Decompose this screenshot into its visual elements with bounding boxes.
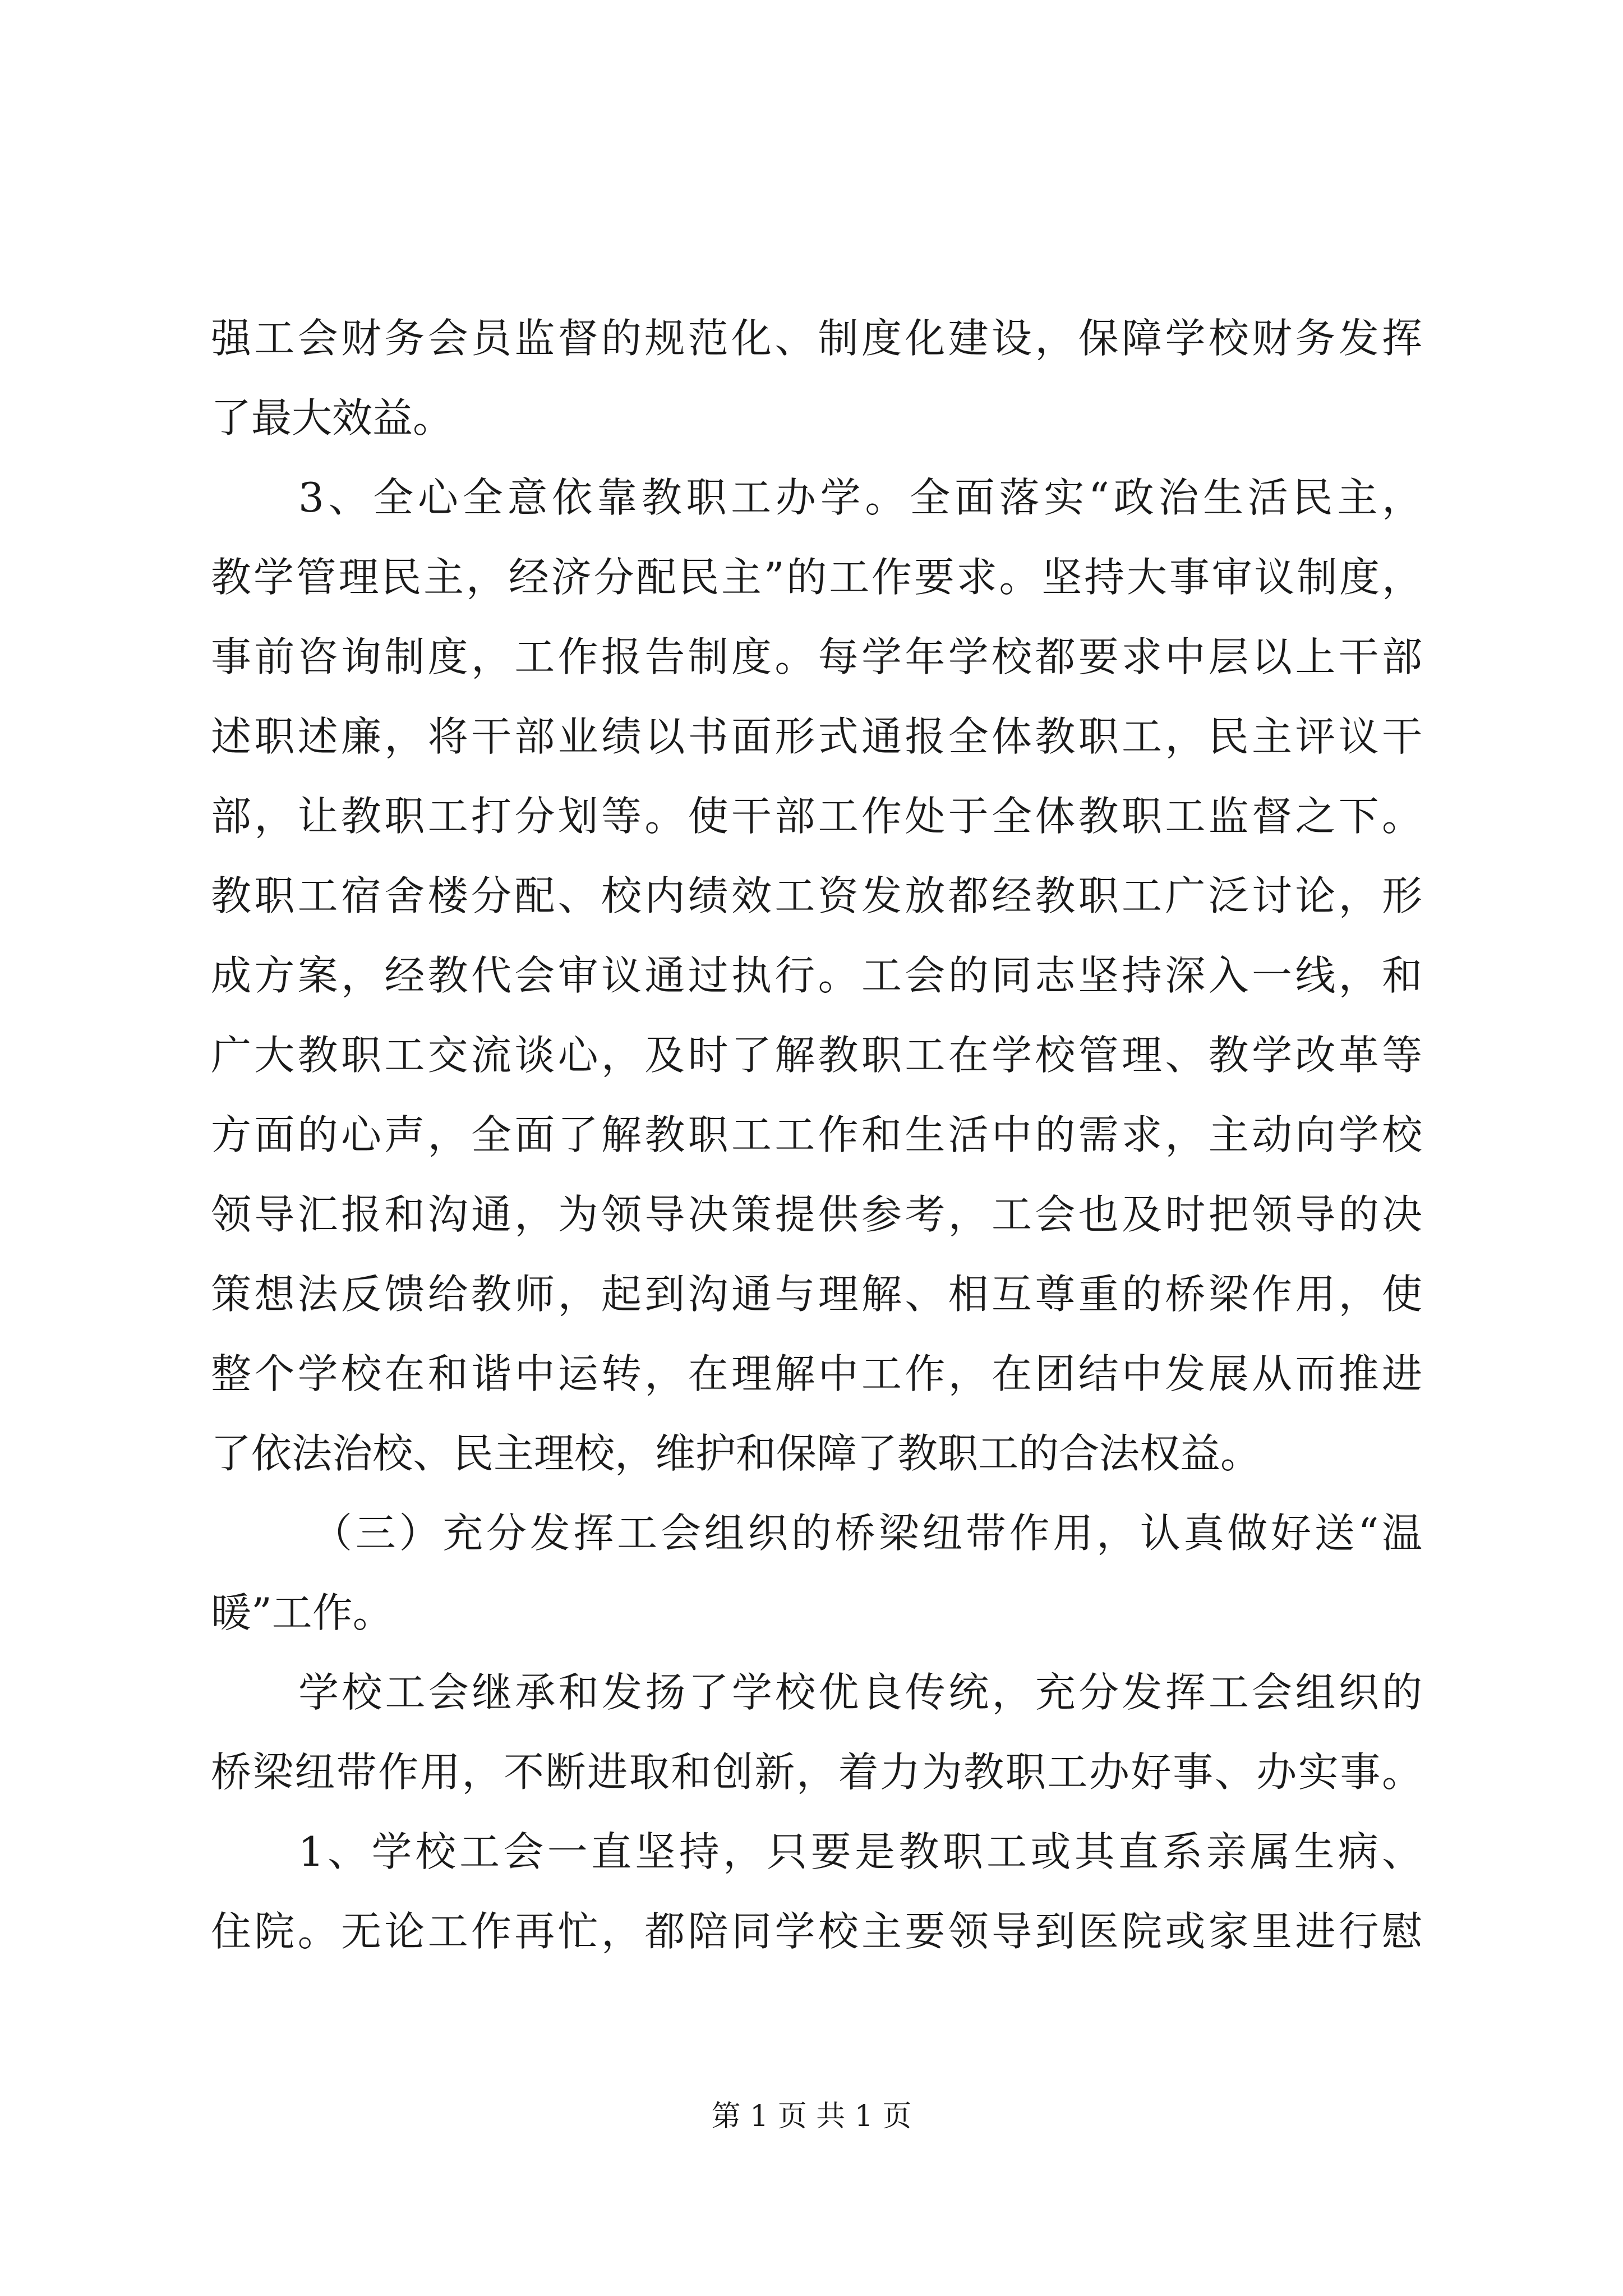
paragraph-line: 领导汇报和沟通，为领导决策提供参考，工会也及时把领导的决: [211, 1191, 1422, 1238]
paragraph-line: 广大教职工交流谈心，及时了解教职工在学校管理、教学改革等: [211, 1032, 1422, 1079]
section-heading-line: 暖”工作。: [211, 1589, 393, 1636]
section-heading-line: （三）充分发挥工会组织的桥梁纽带作用，认真做好送“温: [312, 1510, 1422, 1557]
paragraph-line: 了最大效益。: [211, 394, 454, 441]
page-number-footer: 第 1 页 共 1 页: [711, 2100, 912, 2133]
paragraph-line: 方面的心声，全面了解教职工工作和生活中的需求，主动向学校: [211, 1111, 1422, 1158]
paragraph-line: 策想法反馈给教师，起到沟通与理解、相互尊重的桥梁作用，使: [211, 1271, 1422, 1318]
paragraph-line: 事前咨询制度，工作报告制度。每学年学校都要求中层以上干部: [211, 633, 1422, 680]
paragraph-line: 教职工宿舍楼分配、校内绩效工资发放都经教职工广泛讨论，形: [211, 872, 1422, 919]
paragraph-line: 部，让教职工打分划等。使干部工作处于全体教职工监督之下。: [211, 793, 1422, 840]
paragraph-line: 教学管理民主，经济分配民主”的工作要求。坚持大事审议制度，: [211, 554, 1422, 601]
paragraph-line: 桥梁纽带作用，不断进取和创新，着力为教职工办好事、办实事。: [211, 1749, 1422, 1796]
paragraph-line: 强工会财务会员监督的规范化、制度化建设，保障学校财务发挥: [211, 315, 1422, 362]
paragraph-line: 3、全心全意依靠教职工办学。全面落实“政治生活民主，: [298, 474, 1422, 521]
paragraph-line: 整个学校在和谐中运转，在理解中工作，在团结中发展从而推进: [211, 1350, 1422, 1397]
paragraph-line: 述职述廉，将干部业绩以书面形式通报全体教职工，民主评议干: [211, 713, 1422, 760]
paragraph-line: 了依法治校、民主理校，维护和保障了教职工的合法权益。: [211, 1430, 1261, 1477]
paragraph-line: 1、学校工会一直坚持，只要是教职工或其直系亲属生病、: [298, 1828, 1422, 1875]
paragraph-line: 成方案，经教代会审议通过执行。工会的同志坚持深入一线，和: [211, 952, 1422, 999]
paragraph-line: 住院。无论工作再忙，都陪同学校主要领导到医院或家里进行慰: [211, 1908, 1422, 1955]
paragraph-line: 学校工会继承和发扬了学校优良传统，充分发挥工会组织的: [298, 1669, 1422, 1716]
